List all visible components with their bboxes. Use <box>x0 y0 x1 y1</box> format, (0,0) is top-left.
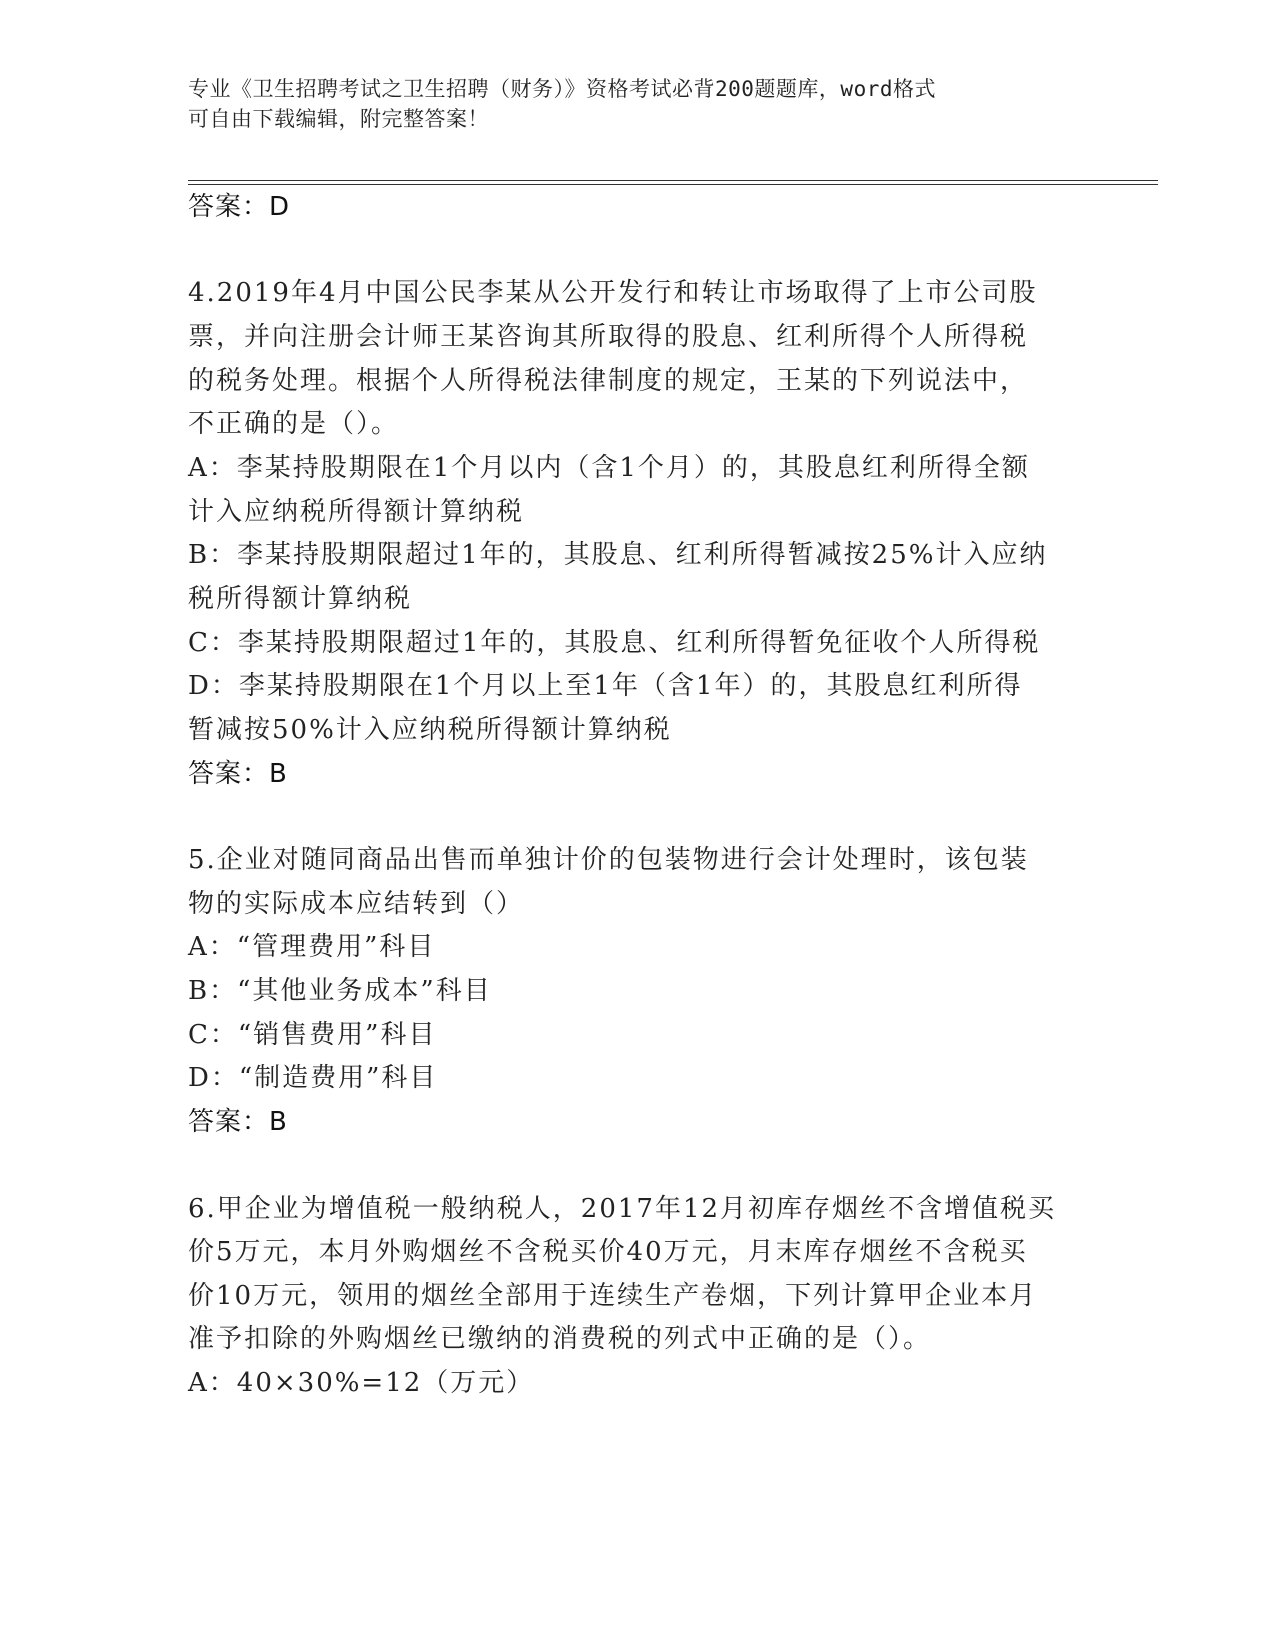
header-line-1: 专业《卫生招聘考试之卫生招聘（财务）》资格考试必背200题题库，word格式 <box>188 77 936 101</box>
header-line-2: 可自由下载编辑，附完整答案！ <box>188 107 489 131</box>
q6-stem-line: 价10万元，领用的烟丝全部用于连续生产卷烟，下列计算甲企业本月 <box>188 1281 1038 1311</box>
q4-option-b: B：李某持股期限超过1年的，其股息、红利所得暂减按25%计入应纳 <box>188 540 1048 570</box>
q6-stem-line: 6.甲企业为增值税一般纳税人，2017年12月初库存烟丝不含增值税买 <box>188 1194 1057 1224</box>
q5-option-b: B：“其他业务成本”科目 <box>188 976 492 1006</box>
q6-option-a: A：40×30%=12（万元） <box>188 1368 535 1398</box>
q6-stem-line: 准予扣除的外购烟丝已缴纳的消费税的列式中正确的是（）。 <box>188 1324 932 1354</box>
q4-option-a-cont: 计入应纳税所得额计算纳税 <box>188 497 525 527</box>
q4-option-d: D：李某持股期限在1个月以上至1年（含1年）的，其股息红利所得 <box>188 671 1023 701</box>
q4-option-d-cont: 暂减按50%计入应纳税所得额计算纳税 <box>188 715 672 745</box>
q5-option-d: D：“制造费用”科目 <box>188 1063 438 1093</box>
q4-stem-line: 的税务处理。根据个人所得税法律制度的规定，王某的下列说法中， <box>188 366 1029 396</box>
header-rule-top <box>188 180 1158 181</box>
q6-stem-line: 价5万元，本月外购烟丝不含税买价40万元，月末库存烟丝不含税买 <box>188 1237 1028 1267</box>
q4-stem-line: 不正确的是（）。 <box>188 409 400 439</box>
q4-stem-line: 4.2019年4月中国公民李某从公开发行和转让市场取得了上市公司股 <box>188 278 1038 308</box>
q5-stem-line: 物的实际成本应结转到（） <box>188 889 525 919</box>
q4-option-b-cont: 税所得额计算纳税 <box>188 584 413 614</box>
page-header <box>188 74 1088 134</box>
answer-q4: 答案：B <box>188 759 288 789</box>
answer-q5: 答案：B <box>188 1107 288 1137</box>
q5-option-a: A：“管理费用”科目 <box>188 932 436 962</box>
q5-option-c: C：“销售费用”科目 <box>188 1020 437 1050</box>
q4-stem-line: 票，并向注册会计师王某咨询其所取得的股息、红利所得个人所得税 <box>188 322 1029 352</box>
header-rule-bottom <box>188 184 1158 185</box>
q4-option-c: C：李某持股期限超过1年的，其股息、红利所得暂免征收个人所得税 <box>188 628 1041 658</box>
q4-option-a: A：李某持股期限在1个月以内（含1个月）的，其股息红利所得全额 <box>188 453 1030 483</box>
answer-q3: 答案：D <box>188 192 291 222</box>
q5-stem-line: 5.企业对随同商品出售而单独计价的包装物进行会计处理时，该包装 <box>188 845 1029 875</box>
